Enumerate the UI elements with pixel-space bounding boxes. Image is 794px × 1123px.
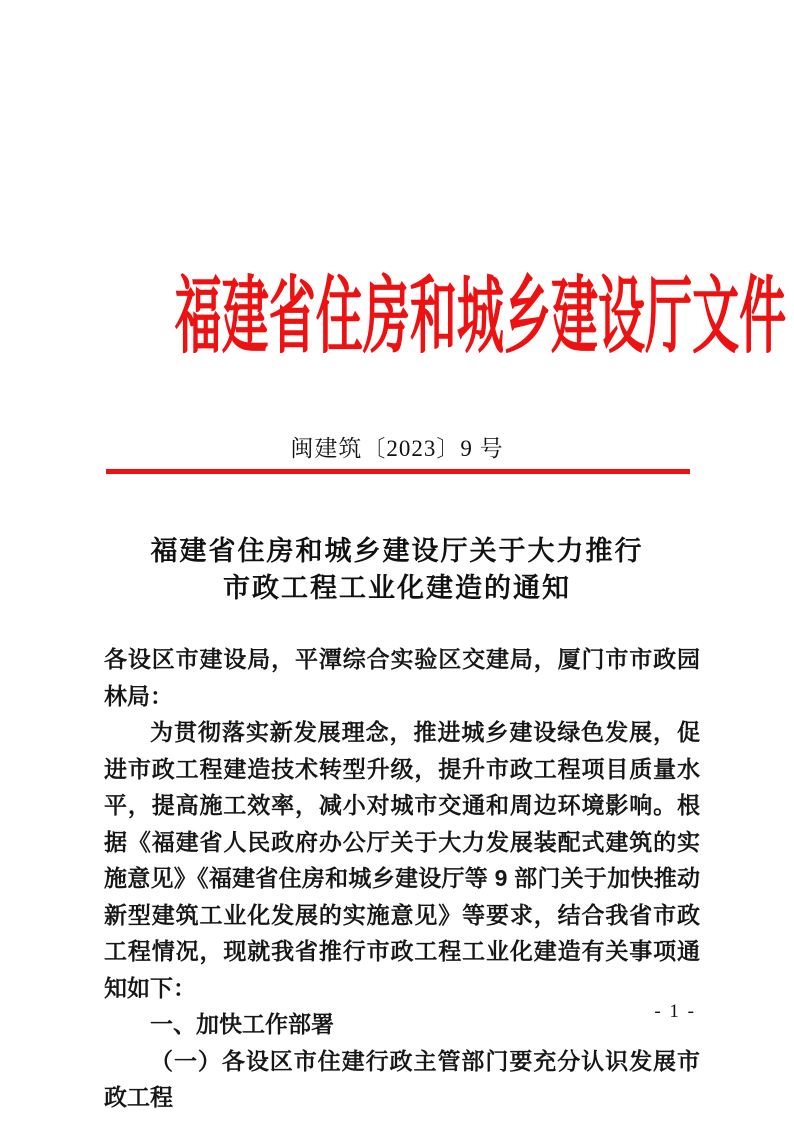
- agency-banner: 福建省住房和城乡建设厅文件: [174, 271, 787, 364]
- notice-title-line2: 市政工程工业化建造的通知: [223, 573, 571, 603]
- notice-title: [0, 533, 794, 607]
- notice-title-line1: 福建省住房和城乡建设厅关于大力推行: [150, 536, 644, 566]
- paragraph-1: 为贯彻落实新发展理念，推进城乡建设绿色发展，促进市政工程建造技术转型升级，提升市政工程项目质量水平，提高施工效率，减小对城市交通和周边环境影响。根据《福建省人民政府办公厅关于大力发展装配式建筑的实施意见》《福建省住房和城乡建设厅等 9 部门关于加快推动新型建筑工业化发展的实施意见》等要求，结合我省市政工程情况，现就我省推行市政工程工业化建造有关事项通知如下：: [104, 719, 700, 1001]
- salutation: 各设区市建设局，平潭综合实验区交建局，厦门市市政园林局：: [104, 646, 700, 709]
- paragraph-2: （一）各设区市住建行政主管部门要充分认识发展市政工程: [104, 1047, 700, 1110]
- doc-number: 闽建筑〔2023〕9 号: [290, 436, 504, 461]
- notice-body: [104, 641, 700, 1116]
- section-1-heading: 一、加快工作部署: [150, 1011, 334, 1037]
- page-number: - 1 -: [654, 1001, 696, 1022]
- red-separator-rule: [106, 469, 690, 474]
